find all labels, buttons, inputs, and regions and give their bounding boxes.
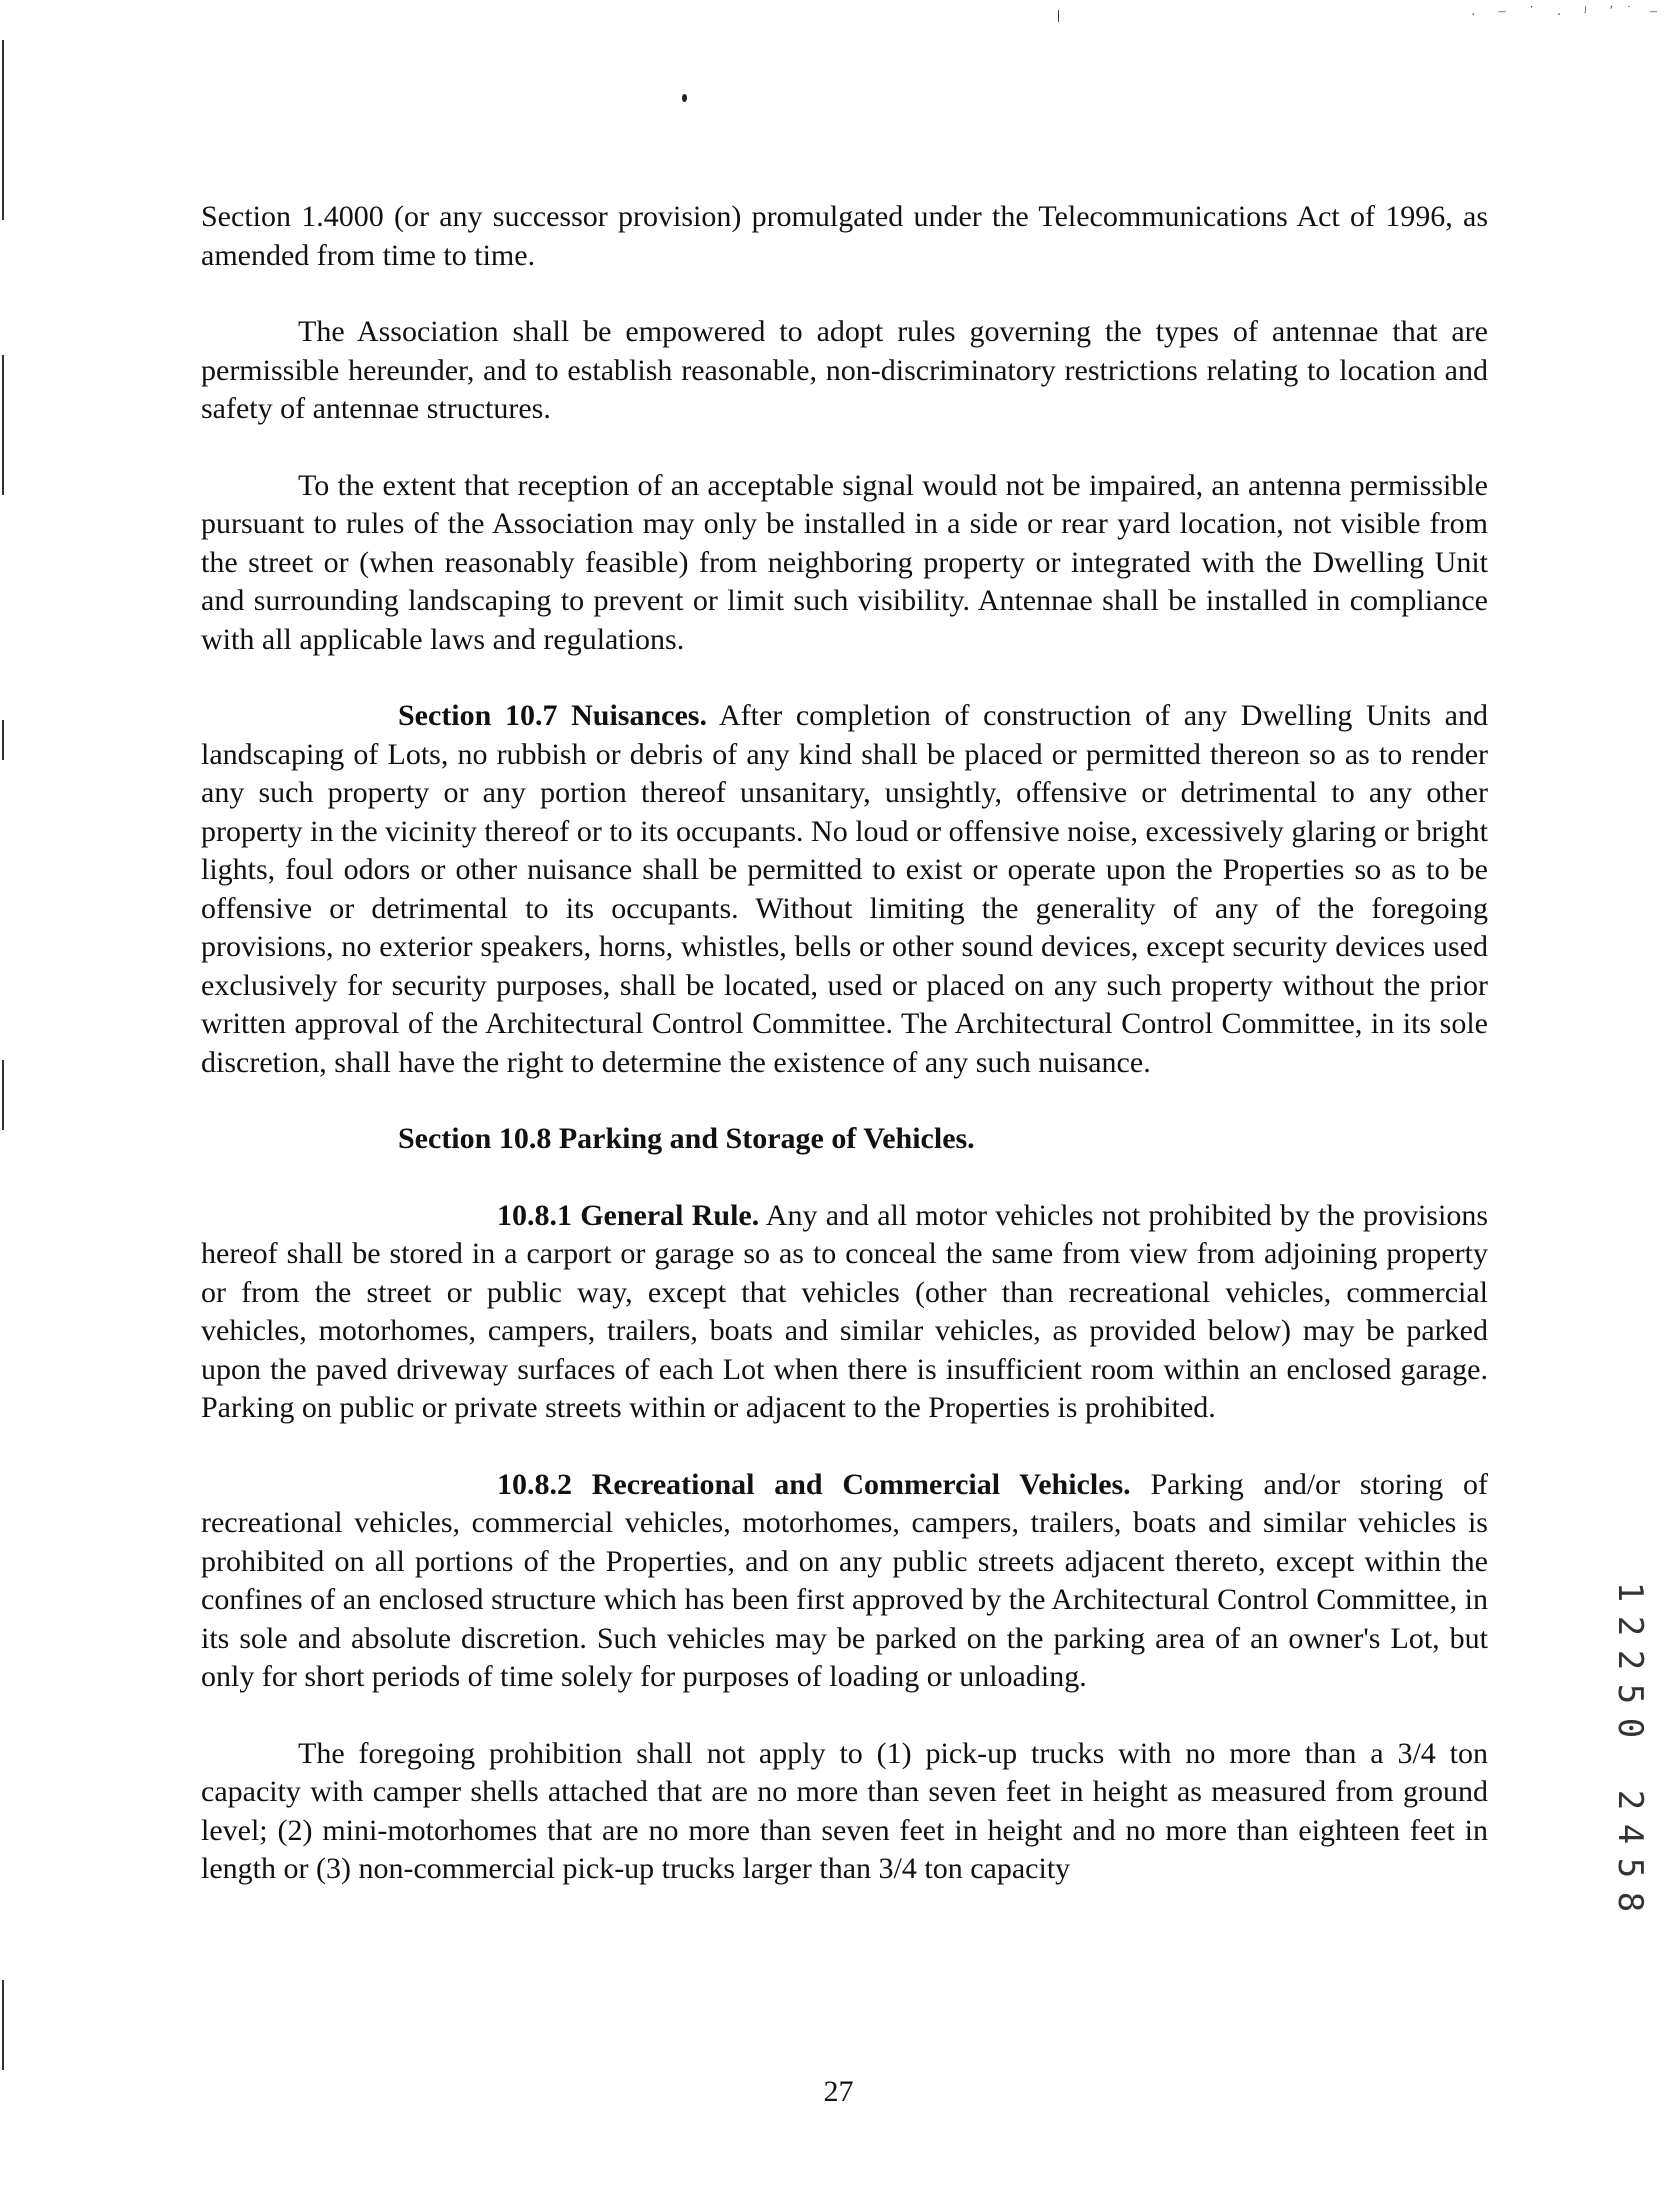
- scan-corner-marks: . ‒ ˙ . ʲ ʹ ͘ ‒: [1471, 4, 1667, 19]
- scan-top-tick: [1058, 10, 1059, 22]
- stamp-digit: 4: [1610, 1823, 1650, 1845]
- page-number: 27: [823, 2075, 854, 2108]
- stamp-digit: 2: [1610, 1615, 1650, 1637]
- section-10-7-heading: Section 10.7 Nuisances.: [398, 699, 707, 732]
- section-10-8-1-heading: 10.8.1 General Rule.: [497, 1198, 760, 1232]
- scan-margin-line: [2, 40, 4, 220]
- stamp-digit: 8: [1610, 1891, 1650, 1913]
- section-10-8-2-recreational-vehicles: [201, 1466, 1488, 1697]
- section-10-7-body: After completion of construction of any Dwelling Units and landscaping of Lots, no rubbish or debris of any kind shall be placed or permitted thereon so as to render any such property or any portion thereof unsanitary, unsightly, offensive or detrimental to any other property in the vicinity thereof or to its occupants. No loud or offensive noise, excessively glaring or bright lights, foul odors or other nuisance shall be permitted to exist or operate upon the Properties so as to be offensive or detrimental to its occupants. Without limiting the generality of any of the foregoing provisions, no exterior speakers, horns, whistles, bells or other sound devices, except security devices used exclusively for security purposes, shall be located, used or placed on any such property without the prior written approval of the Architectural Control Committee. The Architectural Control Committee, in its sole discretion, shall have the right to determine the existence of any such nuisance.: [201, 699, 1488, 1079]
- stamp-digit: 1: [1610, 1581, 1650, 1603]
- section-10-8-1-general-rule: [201, 1197, 1488, 1428]
- section-10-8-1-body: Any and all motor vehicles not prohibited by the provisions hereof shall be stored in a carport or garage so as to conceal the same from view from adjoining property or from the street or public way, except that vehicles (other than recreational vehicles, commercial vehicles, motorhomes, campers, trailers, boats and similar vehicles, as provided below) may be parked upon the paved driveway surfaces of each Lot when there is insufficient room within an enclosed garage. Parking on public or private streets within or adjacent to the Properties is prohibited.: [201, 1198, 1488, 1424]
- stamp-digit: 0: [1610, 1717, 1650, 1739]
- section-10-7-nuisances: [201, 697, 1488, 1082]
- scan-margin-line: [2, 1060, 4, 1130]
- document-body: [201, 198, 1488, 1889]
- scan-margin-line: [2, 720, 4, 760]
- scan-dot: [682, 94, 687, 102]
- section-10-8-2-heading: 10.8.2 Recreational and Commercial Vehicles.: [497, 1467, 1131, 1501]
- stamp-digit: 2: [1610, 1789, 1650, 1811]
- section-10-8-heading-line: [201, 1120, 1488, 1159]
- stamp-digit: 5: [1610, 1683, 1650, 1705]
- paragraph-antenna-placement: To the extent that reception of an acceptable signal would not be impaired, an antenna permissible pursuant to rules of the Association may only be installed in a side or rear yard location, not visible from the street or (when reasonably feasible) from neighboring property or integrated with the Dwelling Unit and surrounding landscaping to prevent or limit such visibility. Antennae shall be installed in compliance with all applicable laws and regulations.: [201, 468, 1488, 656]
- scan-margin-line: [2, 355, 4, 495]
- paragraph-antennae-rules: The Association shall be empowered to adopt rules governing the types of antennae that are permissible hereunder, and to establish reasonable, non-discriminatory restrictions relating to location and safety of antennae structures.: [201, 315, 1488, 425]
- recording-stamp: [1610, 1575, 1650, 1919]
- stamp-digit: 5: [1610, 1857, 1650, 1879]
- paragraph-telecom-act: Section 1.4000 (or any successor provision) promulgated under the Telecommunications Act of 1996, as amended from time to time.: [201, 200, 1488, 272]
- scan-margin-line: [2, 1980, 4, 2070]
- section-10-8-2-body: Parking and/or storing of recreational vehicles, commercial vehicles, motorhomes, campers, trailers, boats and similar vehicles is prohibited on all portions of the Properties, and on any public streets adjacent thereto, except within the confines of an enclosed structure which has been first approved by the Architectural Control Committee, in its sole and absolute discretion. Such vehicles may be parked on the parking area of an owner's Lot, but only for short periods of time solely for purposes of loading or unloading.: [201, 1467, 1488, 1693]
- stamp-digit: 2: [1610, 1649, 1650, 1671]
- paragraph-prohibition-exceptions: The foregoing prohibition shall not apply to (1) pick-up trucks with no more than a 3/4 ton capacity with camper shells attached that are no more than seven feet in height as measured from ground level; (2) mini-motorhomes that are no more than seven feet in height and no more than eighteen feet in length or (3) non-commercial pick-up trucks larger than 3/4 ton capacity: [201, 1736, 1488, 1885]
- section-10-8-heading: Section 10.8 Parking and Storage of Vehicles.: [398, 1122, 975, 1155]
